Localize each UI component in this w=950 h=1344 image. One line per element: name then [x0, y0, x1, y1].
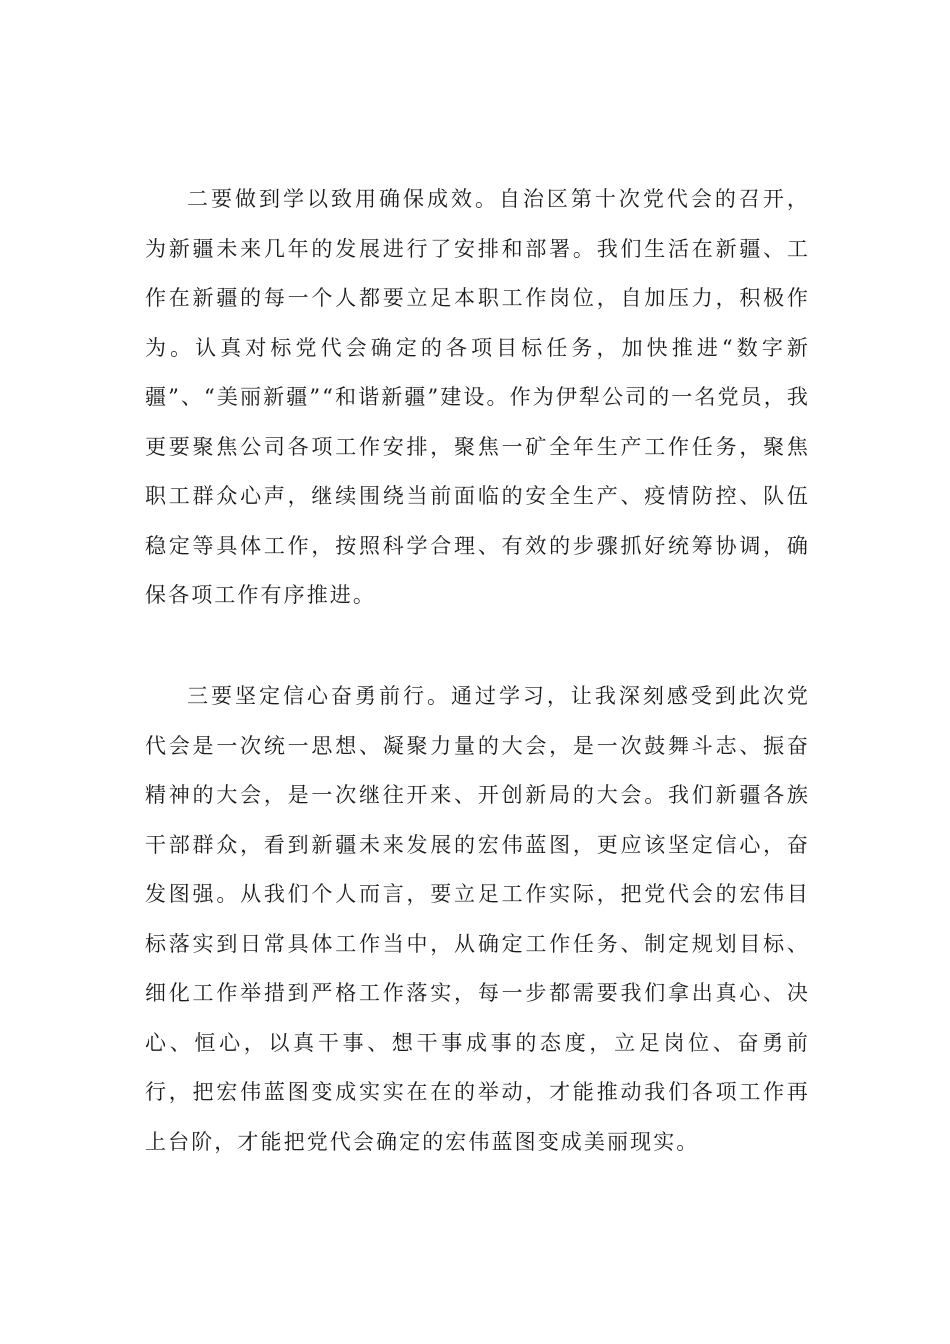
- paragraph-three: 三要坚定信心奋勇前行。通过学习，让我深刻感受到此次党代会是一次统一思想、凝聚力量的大会，是一次鼓舞斗志、振奋精神的大会，是一次继往开来、开创新局的大会。我们新疆各族干部群众，看到新疆未来发展的宏伟蓝图，更应该坚定信心，奋发图强。从我们个人而言，要立足工作实际，把党代会的宏伟目标落实到日常具体工作当中，从确定工作任务、制定规划目标、细化工作举措到严格工作落实，每一步都需要我们拿出真心、决心、恒心，以真干事、想干事成事的态度，立足岗位、奋勇前行，把宏伟蓝图变成实实在在的举动，才能推动我们各项工作再上台阶，才能把党代会确定的宏伟蓝图变成美丽现实。: [145, 684, 810, 1154]
- paragraph-two: 二要做到学以致用确保成效。自治区第十次党代会的召开，为新疆未来几年的发展进行了安排和部署。我们生活在新疆、工作在新疆的每一个人都要立足本职工作岗位，自加压力，积极作为。认真对标党代会确定的各项目标任务，加快推进“数字新疆”、“美丽新疆”“和谐新疆”建设。作为伊犁公司的一名党员，我更要聚焦公司各项工作安排，聚焦一矿全年生产工作任务，聚焦职工群众心声，继续围绕当前面临的安全生产、疫情防控、队伍稳定等具体工作，按照科学合理、有效的步骤抓好统筹协调，确保各项工作有序推进。: [145, 187, 810, 607]
